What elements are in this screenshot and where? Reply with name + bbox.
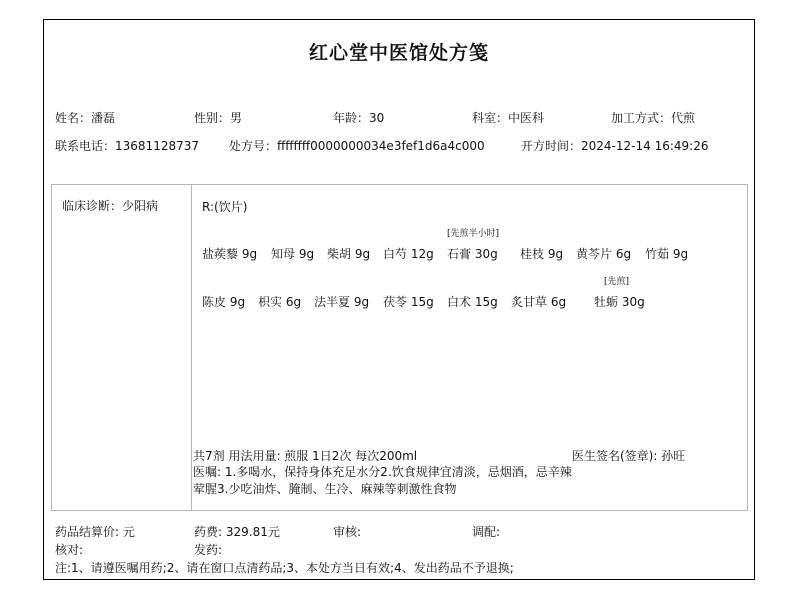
check-label: 核对: [55,543,84,557]
herb-name: 白术 [447,295,472,309]
herb-dose: 15g [474,295,498,309]
herb-dose: 9g [353,295,370,309]
herb-name: 盐蒺藜 [202,247,239,261]
diagnosis-field [62,197,158,214]
herb-dose: 6g [615,247,632,261]
dispense-label: 调配: [472,525,501,539]
prescribe-time-field [521,137,708,154]
herb-dose: 15g [410,295,434,309]
prescription-title: 红心堂中医馆处方笺 [308,42,489,64]
patient-sex-label: 性别： [194,111,231,125]
department-label: 科室： [472,111,509,125]
usage-instructions: 共7剂 用法用量: 煎服 1日2次 每次200ml [193,449,418,463]
herb-dose: 9g [241,247,258,261]
prescription-number-value: ffffffff0000000034e3fef1d6a4c000 [277,139,485,153]
phone-value: 13681128737 [115,139,199,153]
patient-name-label: 姓名： [55,111,92,125]
herb-dose: 6g [285,295,302,309]
herb-item [314,293,369,310]
herb-name: 白芍 [383,247,408,261]
herb-item [327,245,370,262]
process-method-label: 加工方式： [611,111,672,125]
herb-item [383,293,434,310]
herb-dose: 30g [474,247,498,261]
drug-fee-value: 329.81元 [225,525,280,539]
herb-dose: 9g [229,295,246,309]
herb-item [511,293,566,310]
herb-name: 枳实 [258,295,283,309]
diagnosis-label: 临床诊断： [62,199,123,213]
notice-text: 注:1、请遵医嘱用药;2、请在窗口点清药品;3、本处方当日有效;4、发出药品不予退换; [55,561,514,575]
herb-item [520,245,563,262]
process-method-field [611,109,695,126]
department-value: 中医科 [508,111,545,125]
herb-note: [先煎] [604,277,630,287]
drug-fee-label: 药费: [194,525,226,539]
herb-name: 炙甘草 [511,295,548,309]
patient-age-value: 30 [369,111,385,125]
herb-item [576,245,631,262]
prescription-number-field [229,137,485,154]
prescription-number-label: 处方号： [229,139,278,153]
phone-label: 联系电话： [55,139,116,153]
patient-sex-value: 男 [230,111,243,125]
phone-field [55,137,199,154]
herb-name: 桂枝 [520,247,545,261]
herb-name: 知母 [271,247,296,261]
department-field [472,109,544,126]
patient-name-field [55,109,115,126]
review-label: 审核: [333,525,362,539]
herb-name: 竹茹 [645,247,670,261]
herb-item [202,293,245,310]
herb-name: 陈皮 [202,295,227,309]
herb-name: 柴胡 [327,247,352,261]
herb-name: 黄芩片 [576,247,613,261]
herb-item [383,245,434,262]
drug-settlement-price: 药品结算价: 元 [55,525,135,539]
herb-name: 法半夏 [314,295,351,309]
herb-name: 石膏 [447,247,472,261]
herb-dose: 9g [547,247,564,261]
herb-item [202,245,257,262]
herb-dose: 12g [410,247,434,261]
patient-age-field [333,109,384,126]
patient-sex-field [194,109,242,126]
herb-dose: 6g [550,295,567,309]
column-divider [191,184,192,511]
patient-name-value: 潘磊 [91,111,116,125]
prescribe-time-label: 开方时间： [521,139,582,153]
herb-item [447,245,498,262]
herb-item [271,245,314,262]
medical-advice: 医嘱: 1.多喝水，保持身体充足水分2.饮食规律宜清淡，忌烟酒，忌辛辣荤腥3.少吃油炸、腌制、生冷、麻辣等刺激性食物 [193,465,572,496]
process-method-value: 代煎 [671,111,696,125]
herb-dose: 9g [672,247,689,261]
herb-dose: 9g [298,247,315,261]
herb-item [645,245,688,262]
herb-name: 茯苓 [383,295,408,309]
herb-dose: 30g [621,295,645,309]
herb-item [447,293,498,310]
rx-header: R:(饮片) [202,200,248,214]
issue-label: 发药: [194,543,223,557]
prescribe-time-value: 2024-12-14 16:49:26 [581,139,709,153]
doctor-signature: 医生签名(签章): 孙旺 [572,449,686,463]
herb-name: 牡蛎 [594,295,619,309]
drug-fee-field [194,523,280,540]
herb-note: [先煎半小时] [447,229,500,239]
herb-dose: 9g [354,247,371,261]
herb-item [594,293,645,310]
diagnosis-value: 少阳病 [122,199,159,213]
herb-item [258,293,301,310]
patient-age-label: 年龄： [333,111,370,125]
